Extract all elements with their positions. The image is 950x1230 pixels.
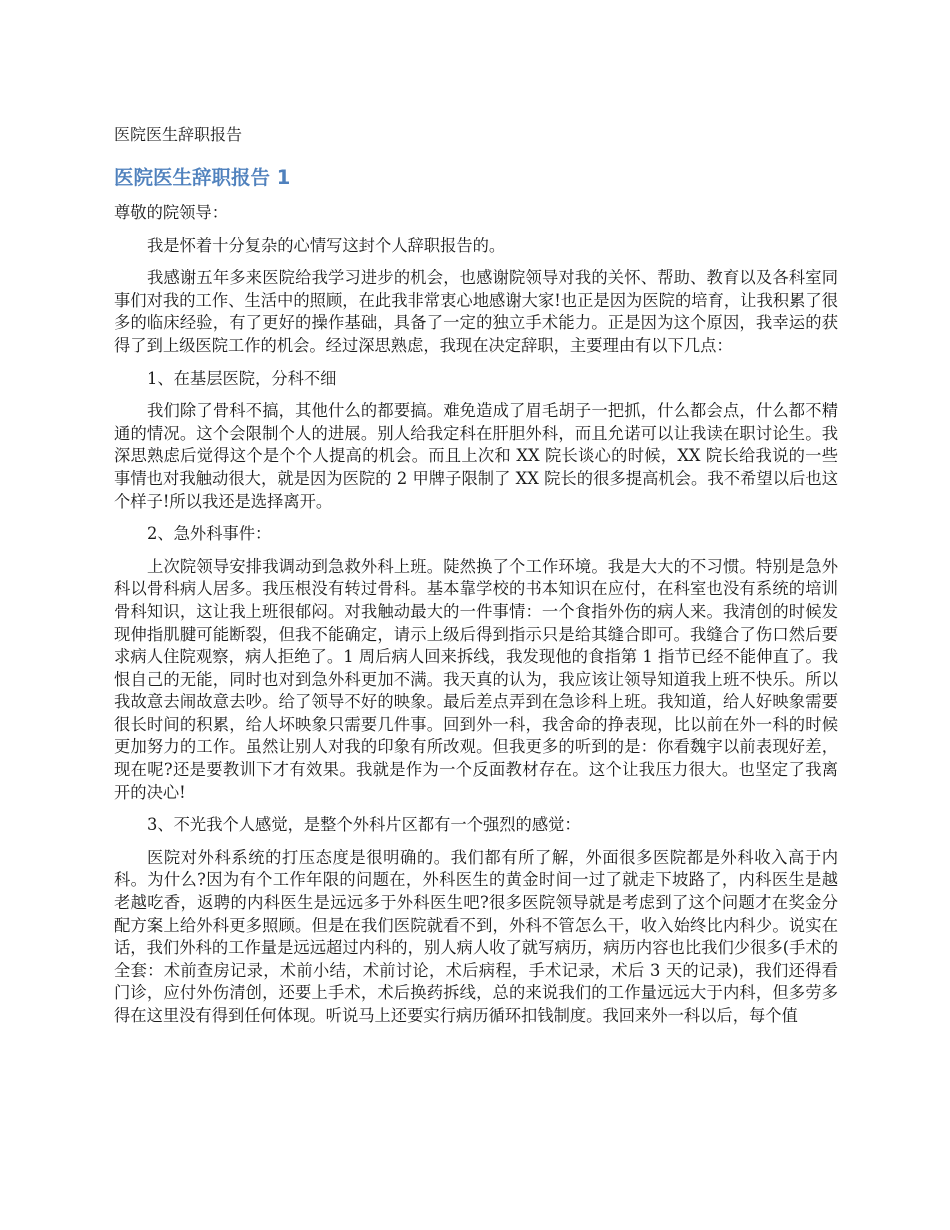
intro-paragraph: 我是怀着十分复杂的心情写这封个人辞职报告的。 xyxy=(147,235,506,255)
section-heading: 医院医生辞职报告 1 xyxy=(114,166,291,189)
reason-2-paragraph: 上次院领导安排我调动到急救外科上班。陡然换了个工作环境。我是大大的不习惯。特别是急外科以骨科病人居多。我压根没有转过骨科。基本靠学校的书本知识在应付，在科室也没有系统的培训骨科知识，这让我上班很郁闷。对我触动最大的一件事情：一个食指外伤的病人来。我清创的时候发现伸指肌腱可能断裂，但我不能确定，请示上级后得到指示只是给其缝合即可。我缝合了伤口然后要求病人住院观察，病人拒绝了。1 周后病人回来拆线，我发现他的食指第 1 指节已经不能伸直了。我恨自己的无能，同时也对到急外科更加不满。我天真的认为，我应该让领导知道我上班不快乐。所以我故意去闹故意去吵。给了领导不好的映象。最后差点弄到在急诊科上班。我知道，给人好映象需要很长时间的积累，给人坏映象只需要几件事。回到外一科，我舍命的挣表现，比以前在外一科的时候更加努力的工作。虽然让别人对我的印象有所改观。但我更多的听到的是：你看魏宇以前表现好差，现在呢?还是要教训下才有效果。我就是作为一个反面教材存在。这个让我压力很大。也坚定了我离开的决心! xyxy=(114,556,838,802)
document-title: 医院医生辞职报告 xyxy=(114,125,243,144)
reason-2-title: 2、急外科事件： xyxy=(147,524,272,544)
reason-1-title: 1、在基层医院，分科不细 xyxy=(147,368,337,388)
salutation: 尊敬的院领导： xyxy=(114,203,228,222)
reason-3-paragraph: 医院对外科系统的打压态度是很明确的。我们都有所了解，外面很多医院都是外科收入高于内科。为什么?因为有个工作年限的问题在，外科医生的黄金时间一过了就走下坡路了，内科医生是越老越吃香，返聘的内科医生是远远多于外科医生吧?很多医院领导就是考虑到了这个问题才在奖金分配方案上给外科更多照顾。但是在我们医院就看不到，外科不管怎么干，收入始终比内科少。说实在话，我们外科的工作量是远远超过内科的，别人病人收了就写病历，病历内容也比我们少很多(手术的全套：术前查房记录，术前小结，术前讨论，术后病程，手术记录，术后 3 天的记录)，我们还得看门诊，应付外伤清创，还要上手术，术后换药拆线，总的来说我们的工作量远远大于内科，但多劳多得在这里没有得到任何体现。听说马上还要实行病历循环扣钱制度。我回来外一科以后，每个值 xyxy=(114,847,838,1025)
document-body xyxy=(114,124,838,1028)
reason-3-title: 3、不光我个人感觉，是整个外科片区都有一个强烈的感觉： xyxy=(147,815,581,835)
reason-1-paragraph: 我们除了骨科不搞，其他什么的都要搞。难免造成了眉毛胡子一把抓，什么都会点，什么都不精通的情况。这个会限制个人的进展。别人给我定科在肝胆外科，而且允诺可以让我读在职讨论生。我深思熟虑后觉得这个是个个人提高的机会。而且上次和 XX 院长谈心的时候，XX 院长给我说的一些事情也对我触动很大，就是因为医院的 2 甲牌子限制了 XX 院长的很多提高机会。我不希望以后也这个样子!所以我还是选择离开。 xyxy=(114,401,838,511)
thanks-paragraph: 我感谢五年多来医院给我学习进步的机会，也感谢院领导对我的关怀、帮助、教育以及各科室同事们对我的工作、生活中的照顾，在此我非常衷心地感谢大家!也正是因为医院的培育，让我积累了很多的临床经验，有了更好的操作基础，具备了一定的独立手术能力。正是因为这个原因，我幸运的获得了到上级医院工作的机会。经过深思熟虑，我现在决定辞职，主要理由有以下几点： xyxy=(114,268,838,355)
